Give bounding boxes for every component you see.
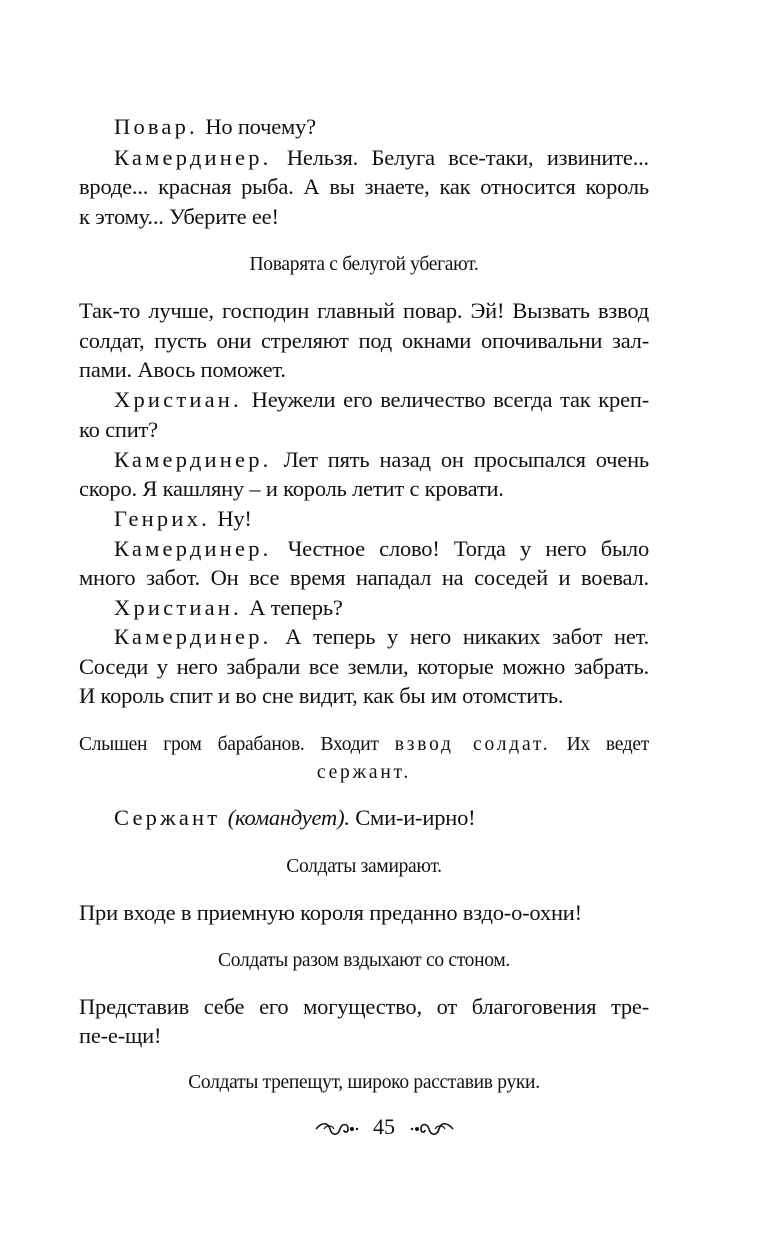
dialogue-line: [114, 534, 649, 564]
dialogue-line: [114, 622, 649, 652]
speaker-name: Камердинер.: [114, 447, 272, 472]
text-line: пами. Авось поможет.: [79, 357, 286, 382]
dialogue-line: [114, 504, 649, 534]
dialogue-line: [114, 593, 649, 623]
speaker-name: Повар.: [114, 114, 198, 139]
line-text: Нельзя. Белуга все-таки, извините...: [273, 145, 649, 170]
speaker-name: Камердинер.: [114, 145, 272, 170]
text-line: пе-е-щи!: [79, 1023, 162, 1048]
text-line: много забот. Он все время нападал на соседей и воевал.: [79, 565, 649, 590]
speaker-name: Христиан.: [114, 595, 242, 620]
dialogue-line: [114, 143, 649, 173]
speaker-name: Сержант: [114, 805, 221, 830]
line-text: А теперь?: [243, 595, 343, 620]
stage-direction: Солдаты разом вздыхают со стоном.: [218, 950, 510, 971]
dialogue-line: [114, 445, 649, 475]
stage-direction: Солдаты замирают.: [286, 856, 442, 877]
stage-direction: [79, 758, 649, 788]
stage-character: взвод солдат.: [394, 734, 551, 755]
stage-direction: Поварята с белугой убегают.: [249, 254, 479, 275]
text-line: скоро. Я кашляну – и король летит с кровати.: [79, 476, 504, 501]
text-line: вроде... красная рыба. А вы знаете, как относится король: [79, 174, 649, 199]
speaker-name: Христиан.: [114, 387, 242, 412]
line-text: Честное слово! Тогда у него было: [273, 536, 649, 561]
text-line: Представив себе его могущество, от благоговения тре-: [79, 994, 649, 1019]
text-line: И король спит и во сне видит, как бы им отомстить.: [79, 683, 564, 708]
text-line: Соседи у него забрали все земли, которые можно забрать.: [79, 654, 649, 679]
text-line: Так-то лучше, господин главный повар. Эй! Вызвать взвод: [79, 298, 649, 323]
line-text: Но почему?: [199, 114, 316, 139]
speaker-name: Генрих.: [114, 506, 210, 531]
stage-text: Слышен гром барабанов. Входит: [79, 734, 395, 755]
flourish-ornament-icon: [409, 1120, 455, 1138]
text-line: ко спит?: [79, 417, 158, 442]
line-text: Ну!: [211, 506, 252, 531]
dialogue-line: [114, 803, 649, 833]
dialogue-line: [114, 385, 649, 415]
stage-direction: Солдаты трепещут, широко расставив руки.: [188, 1072, 540, 1093]
line-text: Неужели его величество всегда так креп-: [243, 387, 649, 412]
dialogue-line: [114, 112, 649, 142]
flourish-ornament-icon: [314, 1120, 360, 1138]
text-line: солдат, пусть они стреляют под окнами опочивальни зал-: [79, 328, 649, 353]
stage-character: сержант.: [316, 762, 412, 783]
stage-text: Их ведет: [550, 734, 649, 755]
text-line: к этому... Уберите ее!: [79, 204, 279, 229]
page-footer: [0, 1112, 768, 1142]
page-number: 45: [373, 1114, 395, 1139]
stage-direction: [79, 730, 649, 760]
line-text: Сми-и-ирно!: [349, 805, 476, 830]
speaker-name: Камердинер.: [114, 624, 272, 649]
line-text: Лет пять назад он просыпался очень: [273, 447, 649, 472]
speaker-direction: (командует).: [222, 805, 350, 830]
line-text: А теперь у него никаких забот нет.: [273, 624, 649, 649]
speaker-name: Камердинер.: [114, 536, 272, 561]
text-line: При входе в приемную короля преданно вздо-о-охни!: [79, 900, 582, 925]
